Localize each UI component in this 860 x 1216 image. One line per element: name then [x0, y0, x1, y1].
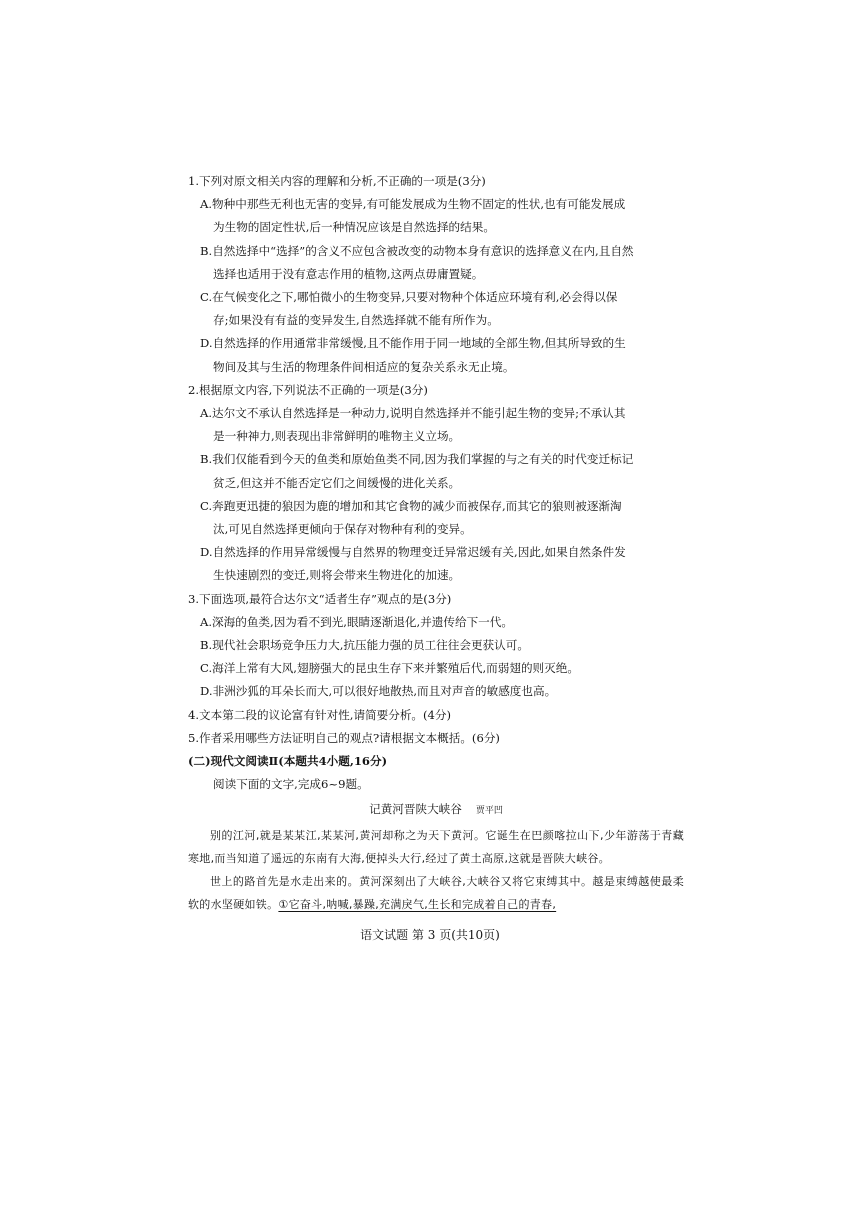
q2-option-c-line1: C.奔跑更迅捷的狼因为鹿的增加和其它食物的减少而被保存,而其它的狼则被逐渐淘 — [200, 498, 622, 513]
article-paragraph-2-text: 世上的路首先是水走出来的。黄河深刻出了大峡谷,大峡谷又将它束缚其中。越是束缚越使最柔软的水坚硬如铁。 — [188, 874, 684, 911]
q1-option-a-line2: 为生物的固定性状,后一种情况应该是自然选择的结果。 — [213, 220, 495, 235]
page-content — [188, 170, 684, 916]
article-body — [188, 824, 684, 916]
q1-option-d-line2: 物间及其与生活的物理条件间相适应的复杂关系永无止境。 — [213, 359, 515, 374]
question-5: 5.作者采用哪些方法证明自己的观点?请根据文本概括。(6分) — [188, 730, 500, 745]
q3-option-d: D.非洲沙狐的耳朵长而大,可以很好地散热,而且对声音的敏感度也高。 — [200, 684, 557, 699]
q2-option-a — [188, 402, 684, 448]
question-1 — [188, 170, 684, 379]
q2-option-c — [188, 495, 684, 541]
q1-option-b-line1: B.自然选择中“选择”的含义不应包含被改变的动物本身有意识的选择意义在内,且自然 — [200, 243, 634, 258]
q1-option-a — [188, 193, 684, 239]
article-underlined-sentence-1: ①它奋斗,呐喊,暴躁,充满戾气,生长和完成着自己的青春, — [278, 897, 557, 911]
q2-option-a-line2: 是一种神力,则表现出非常鲜明的唯物主义立场。 — [213, 429, 461, 444]
article-author: 贾平凹 — [475, 806, 503, 817]
q1-option-d — [188, 332, 684, 378]
q1-option-c — [188, 286, 684, 332]
q3-option-a: A.深海的鱼类,因为看不到光,眼睛逐渐退化,并遗传给下一代。 — [200, 614, 513, 629]
q2-option-c-line2: 汰,可见自然选择更倾向于保存对物种有利的变异。 — [213, 522, 472, 537]
question-1-title: 1.下列对原文相关内容的理解和分析,不正确的一项是(3分) — [188, 174, 486, 188]
q3-option-c: C.海洋上常有大风,翅膀强大的昆虫生存下来并繁殖后代,而弱翅的则灭绝。 — [200, 661, 579, 676]
page-footer: 语文试题 第 3 页(共10页) — [360, 928, 500, 942]
q3-option-b: B.现代社会职场竞争压力大,抗压能力强的员工往往会更获认可。 — [200, 638, 529, 653]
q2-option-d-line1: D.自然选择的作用异常缓慢与自然界的物理变迁异常迟缓有关,因此,如果自然条件发 — [200, 545, 626, 560]
q2-option-a-line1: A.达尔文不承认自然选择是一种动力,说明自然选择并不能引起生物的变异;不承认其 — [200, 406, 626, 421]
q1-option-b-line2: 选择也适用于没有意志作用的植物,这两点毋庸置疑。 — [213, 266, 484, 281]
q2-option-d — [188, 541, 684, 587]
section-2-instruction: 阅读下面的文字,完成6~9题。 — [213, 777, 369, 792]
article-title: 记黄河晋陕大峡谷 — [369, 802, 462, 817]
q1-option-c-line1: C.在气候变化之下,哪怕微小的生物变异,只要对物种个体适应环境有利,必会得以保 — [200, 290, 618, 305]
q1-option-c-line2: 存;如果没有有益的变异发生,自然选择就不能有所作为。 — [213, 313, 499, 328]
article-paragraph-1: 别的江河,就是某某江,某某河,黄河却称之为天下黄河。它诞生在巴颜喀拉山下,少年游荡于青藏寒地,而当知道了遥远的东南有大海,便掉头大行,经过了黄土高原,这就是晋陕大峡谷。 — [188, 828, 684, 865]
question-3-title: 3.下面选项,最符合达尔文“适者生存”观点的是(3分) — [188, 591, 452, 606]
q1-option-b — [188, 240, 684, 286]
article-paragraph-2 — [188, 870, 684, 916]
q1-option-d-line1: D.自然选择的作用通常非常缓慢,且不能作用于同一地域的全部生物,但其所导致的生 — [200, 336, 626, 351]
q2-option-d-line2: 生快速剧烈的变迁,则将会带来生物进化的加速。 — [213, 568, 461, 583]
question-2-title: 2.根据原文内容,下列说法不正确的一项是(3分) — [188, 382, 428, 397]
q1-option-a-line1: A.物种中那些无利也无害的变异,有可能发展成为生物不固定的性状,也有可能发展成 — [200, 197, 626, 212]
q2-option-b-line1: B.我们仅能看到今天的鱼类和原始鱼类不同,因为我们掌握的与之有关的时代变迁标记 — [200, 452, 634, 467]
question-2 — [188, 379, 684, 588]
article-heading — [188, 798, 684, 823]
q2-option-b — [188, 448, 684, 494]
q2-option-b-line2: 贫乏,但这并不能否定它们之间缓慢的进化关系。 — [213, 475, 461, 490]
question-3 — [188, 588, 684, 704]
question-4: 4.文本第二段的议论富有针对性,请简要分析。(4分) — [188, 707, 452, 722]
section-2-title: (二)现代文阅读Ⅱ(本题共4小题,16分) — [188, 754, 388, 769]
